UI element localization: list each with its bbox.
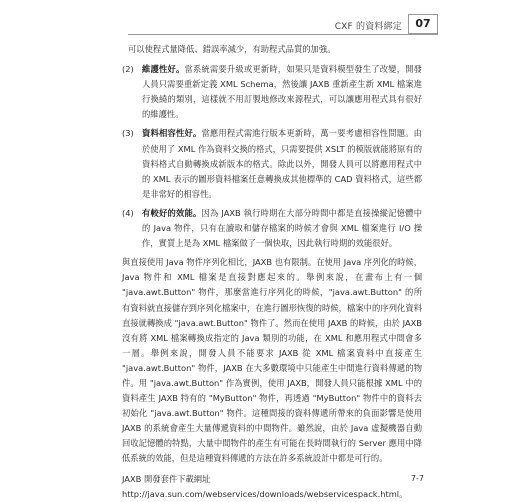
list-item-text: 當系統需要升級或更新時，如果只是資料模型發生了改變，開發人員只需要重新定義 XML Schema，然後讓 JAXB 重新產生新 XML 檔案進行換繞的類別，這樣就不用訂製地修改來源程式，可以讓應用程式具有很好的維護性。 — [142, 64, 422, 120]
list-item-number: (3) — [122, 128, 134, 139]
list-item-text: 因為 JAXB 執行時期在大部分時間中都是直接操縱記憶體中的 Java 物件，只有在讀取和儲存檔案的時候才會與 XML 檔案進行 I/O 操作，實質上是為 XML 檔案做了一個快取，因此執行時期的效能很好。 — [142, 207, 422, 249]
running-header-title: CXF 的資料綁定 — [334, 22, 402, 32]
page-body — [122, 42, 422, 502]
page-number: 7-7 — [410, 474, 424, 483]
download-url-suffix: 。 — [399, 488, 408, 499]
list-item-heading: 維護性好。 — [142, 64, 185, 75]
body-paragraph: 與直接使用 Java 物件序列化相比，JAXB 也有限制。在使用 Java 序列化的時候，Java 物件和 XML 檔案是直接對應起來的。舉例來說，在畫布上有一個 "java.awt.Button" 物件，那麼當進行序列化的時候，"java.awt.Button" 的所有資料就直接儲存到序列化檔案中，在進行圖形恢復的時候，檔案中的序列化資料直接就轉換成 "java.awt.Button" 物件了。然而在使用 JAXB 的時候，由於 JAXB 沒有將 XML 檔案轉換成指定的 Java 類別的功能，在 XML 和應用程式中間會多一層。舉例來說，開發人員不能要求 JAXB 從 XML 檔案資料中直接產生 "java.awt.Button" 物件，JAXB 在大多數環境中只能產生中間進行資料傳遞的物件。用 "java.awt.Button" 作為實例，使用 JAXB，開發人員只能根據 XML 中的資料產生 JAXB 特有的 "MyButton" 物件，再透過 "MyButton" 物件中的資料去初始化 "java.awt.Button" 物件。這種間接的資料傳遞所帶來的負面影響是使用 JAXB 的系統會產生大量傳遞資料的中間物件。雖然說，由於 Java 虛擬機器自動回收記憶體的特點，大量中間物件的產生有可能在長時間執行的 Server 應用中降低系統的效能，但是這種資料傳遞的方法在許多系統設計中都是可行的。 — [122, 257, 422, 464]
download-note-label: JAXB 開發套件下載網址 — [122, 473, 211, 484]
list-item — [122, 206, 422, 251]
list-item-heading: 資料相容性好。 — [142, 128, 202, 139]
page-header — [0, 14, 520, 36]
list-item — [122, 62, 422, 122]
download-note — [122, 472, 422, 502]
list-item-text: 當應用程式需進行版本更新時，萬一要考慮相容性問題。由於使用了 XML 作為資料交換的格式，只需要提供 XSLT 的模版就能將原有的資料格式自動轉換成新版本的格式。除此以外，開發人員可以將應用程式中的 XML 表示的圖形資料檔案任意轉換成其他標準的 CAD 資料格式，這些都是非常好的相容性。 — [142, 128, 422, 199]
download-url: http://java.sun.com/webservices/downloads/webservicespack.html — [122, 488, 400, 499]
chapter-number-badge: 07 — [408, 14, 438, 34]
header-rule — [128, 34, 438, 35]
list-item-number: (2) — [122, 64, 134, 75]
list-item — [122, 126, 422, 201]
intro-paragraph-tail: 可以使程式量降低、錯誤率減少，有助程式品質的加強。 — [128, 44, 336, 54]
list-item-heading: 有較好的效能。 — [142, 207, 202, 218]
list-item-number: (4) — [122, 207, 134, 218]
